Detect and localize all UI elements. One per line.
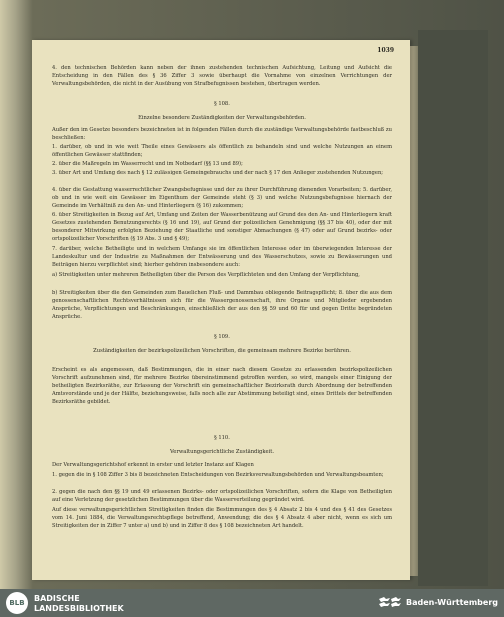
section-heading-110: § 110. (214, 435, 230, 441)
paragraph-item-2: 2. über die Maßregeln im Wasserrecht und im Notbedarf (§§ 13 und 89); (52, 161, 243, 167)
paragraph-item-1: 1. darüber, ob und in wie weit Theile eines Gewässers als öffentlich zu behandeln sind und welche Nutzungen an einem öffentlichen Gewässer stattfinden; (52, 144, 392, 159)
section-heading-108: § 108. (214, 101, 230, 107)
paragraph-110-intro: Der Verwaltungsgerichtshof erkennt in erster und letzter Instanz auf Klagen (52, 462, 254, 468)
section-heading-109: § 109. (214, 334, 230, 340)
paragraph-item-7b-8: b) Streitigkeiten über die den Gemeinden zum Bauelichen Fluß- und Dammbau obliegende Beitragspflicht; 8. über die aus dem genossenschaftlichen Rechtsverhältnissen sich für die Wassergenossenschaft, ihre Organe und Mitglieder ergebenden Ansprüche, Verpflichtungen und Beschränkungen, einschließlich der aus den §§ 59 und 60 für und gegen Dritte begründeten Ansprüche. (52, 290, 392, 321)
paragraph-item-7: 7. darüber, welche Betheiligte und in welchem Umfange sie im öffentlichen Interesse oder im überwiegenden Interesse der Landeskultur und der Industrie zu Maßnahmen der Entwässerung und des Wasserschutzes, sowie zu Bewässerungen und Beiträgen hierzu verpflichtet sind; hierher gehören insbesondere auch: (52, 246, 392, 269)
book-cover-edge (418, 30, 488, 586)
page-stack-edge (410, 46, 418, 576)
section-title-110: Verwaltungsgerichtliche Zuständigkeit. (170, 449, 274, 455)
section-title-109: Zuständigkeiten der bezirkspolizeilichen Vorschriften, die gemeinsam mehrere Bezirke berühren. (93, 348, 351, 354)
library-name-line-1: BADISCHE (34, 594, 80, 603)
page-number: 1039 (377, 47, 394, 54)
blb-logo[interactable]: BLB (6, 592, 28, 614)
paragraph-110-closing: Auf diese verwaltungsgerichtlichen Streitigkeiten finden die Bestimmungen des § 4 Absatz 2 bis 4 und des § 41 des Gesetzes vom 14. Juni 1884, die Verwaltungsrechtspflege betreffend, Anwendung; die des § 4 Absatz 4 aber nicht, wenn es sich um Streitigkeiten der in Ziffer 7 unter a) und b) und in Ziffer 8 des § 108 bezeichneten Art handelt. (52, 507, 392, 530)
paragraph-item-3: 3. über Art und Umfang des nach § 12 zulässigen Gemeingebrauchs und der nach § 17 den Anlieger zustehenden Nutzungen; (52, 170, 384, 176)
section-title-108: Einzelne besondere Zuständigkeiten der Verwaltungsbehörden. (138, 115, 306, 121)
document-page (32, 40, 410, 580)
library-name-line-2: LANDESBIBLIOTHEK (34, 604, 124, 613)
state-label[interactable]: Baden-Württemberg (406, 598, 499, 607)
paragraph-110-item-2: 2. gegen die nach den §§ 19 und 49 erlassenen Bezirks- oder ortspolizeilichen Vorschriften, sofern die Klage von Betheiligten auf eine Verletzung der gesetzlichen Bestimmungen über die Wasserverteilung gegründet wird. (52, 489, 392, 504)
paragraph-110-item-1: 1. gegen die in § 108 Ziffer 3 bis 8 bezeichneten Entscheidungen von Bezirksverwaltungsbehörden und Verwaltungsbeamten; (52, 472, 384, 478)
paragraph-item-6: 6. über Streitigkeiten in Bezug auf Art, Umfang und Zeiten der Wasserbenützung auf Grund des den An- und Hinterliegern kraft Gesetzes zustehenden Benutzungsrechts (§ 16 und 19), auf Grund der polizeilichen Genehmigung (§§ 37 bis 40), oder der mit besonderer Mitwirkung erfolgten Beziehung der Staatliche und sonstiger Abmachungen (§ 47) oder auf Grund bezirks- oder ortspolizeilicher Vorschriften (§ 19 Abs. 3 und § 49); (52, 212, 392, 243)
paragraph-intro-108: Außer den im Gesetze besonders bezeichneten ist in folgenden Fällen durch die zuständige Verwaltungsbehörde fastbeschluß zu beschließen: (52, 127, 392, 142)
paragraph-109: Erscheint es als angemessen, daß Bestimmungen, die in einer nach diesem Gesetze zu erlassenden bezirkspolizeilichen Vorschrift aufzunehmen sind, für mehrere Bezirke übereinstimmend getroffen werden, so wird, mangels einer Einigung der betheiligten Bezirksräthe, zur Erlassung der Vorschrift ein gemeinschaftlicher Bezirksrath durch Abordnung der betreffenden Amtsvorstände und je der Hälfte, beziehungsweise, falls noch alle zur Abstimmung beteiligt sind, eines Drittels der betreffenden Bezirksräthe gebildet. (52, 367, 392, 406)
paragraph-item-4-5: 4. über die Gestattung wasserrechtlicher Zwangsbefugnisse und der zu ihrer Durchführung dienenden Vorarbeiten; 5. darüber, ob und in wie weit ein Gewässer im Eigenthum der Gemeinde steht (§ 3) und welche Nutzungsbefugnisse hiernach der Gemeinde im Verhältniß zu den An- und Hinterliegern (§ 16) zukommen; (52, 187, 392, 210)
library-name[interactable] (34, 594, 124, 614)
footer-bar (0, 589, 504, 617)
state-lions-icon (378, 595, 402, 610)
paragraph-4-technical-authorities: 4. den technischen Behörden kann neben der ihnen zustehenden technischen Aufsichtung, Leitung und Aufsicht die Entscheidung in den Fällen des § 36 Ziffer 3 sowie überhaupt die Vornahme von einzelnen Verrichtungen der Verwaltungsbehörden, die nicht in der Ausübung von Strafbefugnissen bestehen, übertragen werden. (52, 65, 392, 88)
paragraph-item-7a: a) Streitigkeiten unter mehreren Betheiligten über die Person des Verpflichteten und den Umfang der Verpflichtung, (52, 272, 360, 278)
